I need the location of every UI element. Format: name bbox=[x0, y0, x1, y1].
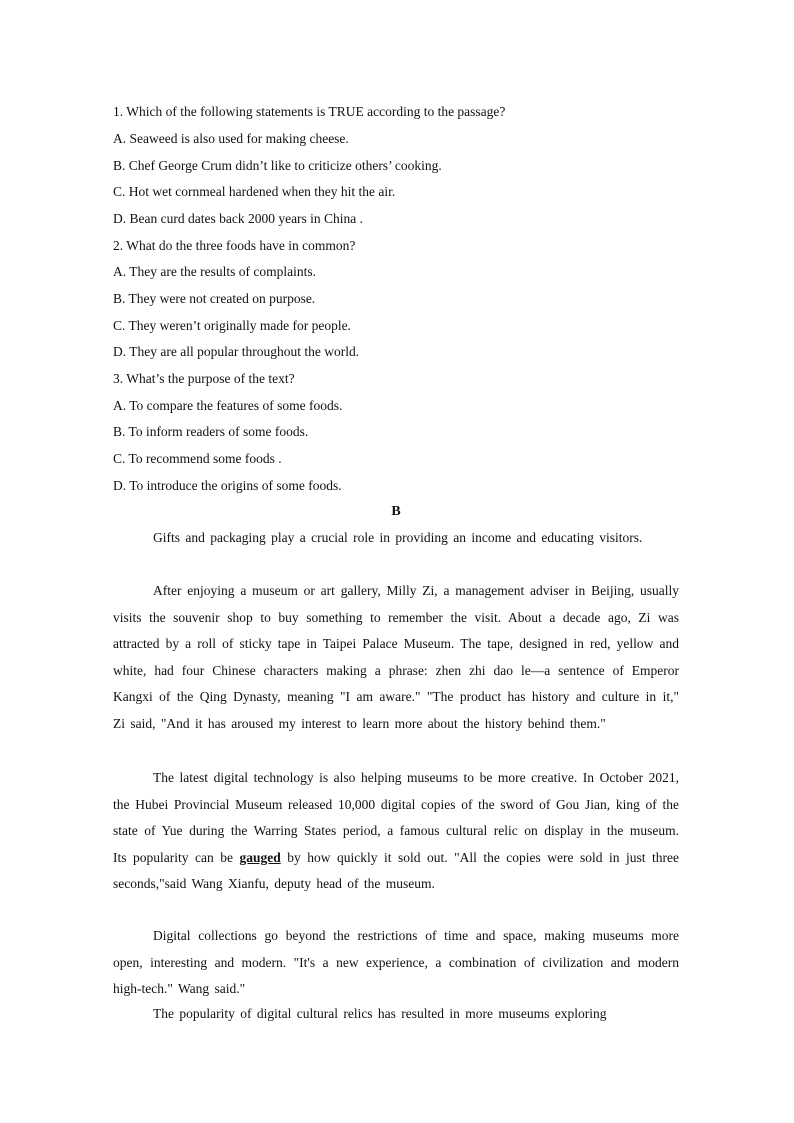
paragraph-2: After enjoying a museum or art gallery, Milly Zi, a management adviser in Beijing, usually visits the souvenir shop to buy something to remember the visit. About a decade ago, Zi was attracted by a roll of sticky tape in Taipei Palace Museum. The tape, designed in red, yellow and white, had four Chinese characters making a phrase: zhen zhi dao le—a sentence of Emperor Kangxi of the Qing Dynasty, meaning "I am aware." "The product has history and culture in it," Zi said, "And it has aroused my interest to learn more about the history behind them." bbox=[113, 583, 679, 731]
paragraph-3-text-after: by how quickly it sold out. "All the copies were sold in just three seconds,"said Wang Xianfu, deputy head of the museum. bbox=[113, 849, 679, 892]
question-1-option-c: C. Hot wet cornmeal hardened when they hit the air. bbox=[113, 184, 396, 199]
question-2-option-b: B. They were not created on purpose. bbox=[113, 291, 316, 306]
question-3-option-c: C. To recommend some foods . bbox=[113, 451, 282, 466]
question-2-option-c: C. They weren’t originally made for people. bbox=[113, 318, 351, 333]
paragraph-1: Gifts and packaging play a crucial role in providing an income and educating visitors. bbox=[153, 530, 643, 545]
paragraph-5: The popularity of digital cultural relics has resulted in more museums exploring bbox=[153, 1006, 607, 1021]
question-1-option-d: D. Bean curd dates back 2000 years in China . bbox=[113, 211, 364, 226]
paragraph-4: Digital collections go beyond the restrictions of time and space, making museums more open, interesting and modern. "It's a new experience, a combination of civilization and modern high-tech." Wang said." bbox=[113, 928, 679, 997]
question-2-option-d: D. They are all popular throughout the world. bbox=[113, 344, 360, 359]
vocabulary-keyword: gauged bbox=[239, 849, 281, 865]
question-3-stem: 3. What’s the purpose of the text? bbox=[113, 371, 295, 386]
question-1-option-b: B. Chef George Crum didn’t like to criticize others’ cooking. bbox=[113, 158, 442, 173]
question-2-stem: 2. What do the three foods have in common? bbox=[113, 238, 356, 253]
paragraph-3 bbox=[113, 765, 679, 898]
question-3-option-b: B. To inform readers of some foods. bbox=[113, 424, 309, 439]
question-1-stem: 1. Which of the following statements is TRUE according to the passage? bbox=[113, 104, 506, 119]
question-2-option-a: A. They are the results of complaints. bbox=[113, 264, 316, 279]
question-3-option-a: A. To compare the features of some foods. bbox=[113, 398, 343, 413]
question-3-option-d: D. To introduce the origins of some foods. bbox=[113, 478, 342, 493]
section-heading: B bbox=[391, 504, 401, 519]
question-1-option-a: A. Seaweed is also used for making cheese. bbox=[113, 131, 349, 146]
paragraph-3-text-before: The latest digital technology is also helping museums to be more creative. In October 2021, the Hubei Provincial Museum released 10,000 digital copies of the sword of Gou Jian, king of the state of Yue during the Warring States period, a famous cultural relic on display in the museum. Its popularity can be bbox=[113, 770, 679, 865]
